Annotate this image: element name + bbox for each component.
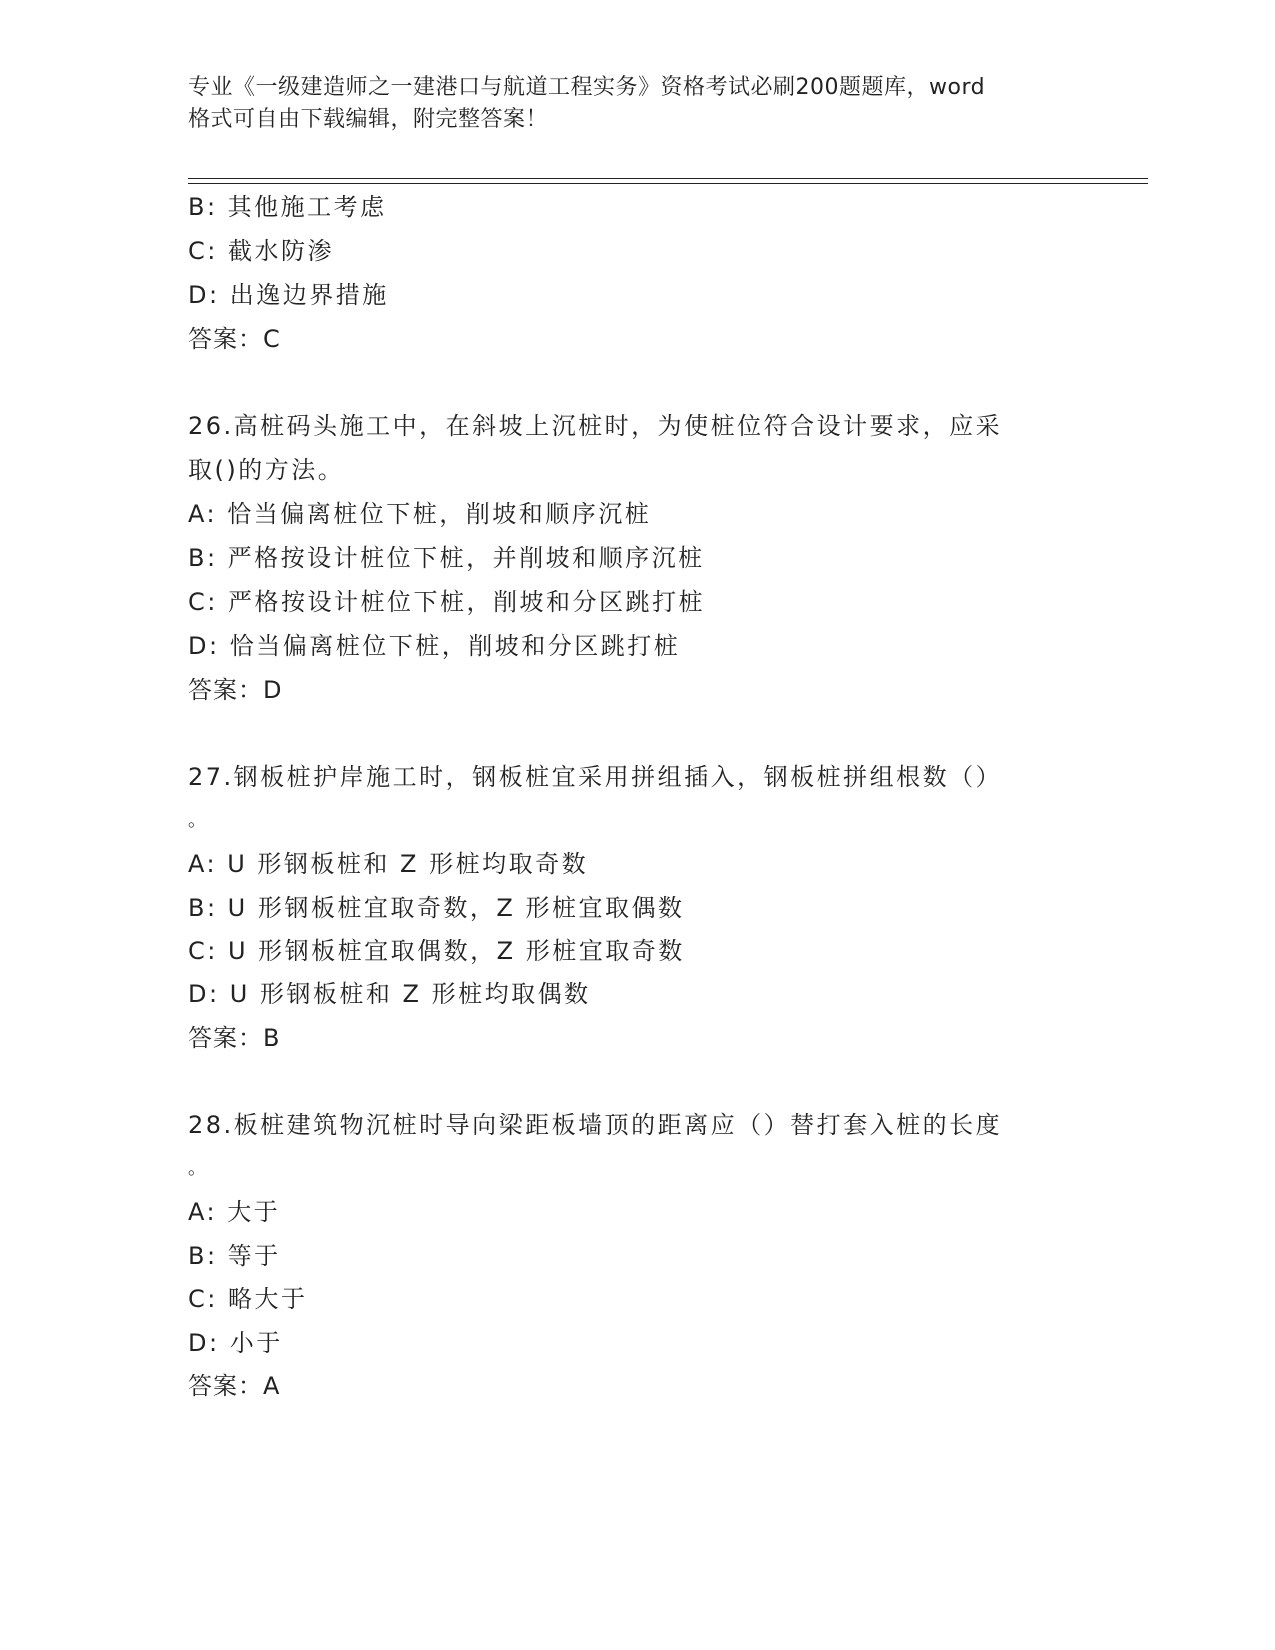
question-stem-continued: 取()的方法。 [188,456,345,484]
header-divider-bottom [188,183,1148,184]
answer: 答案：C [188,325,281,353]
answer: 答案：B [188,1024,281,1052]
option-b: B: 严格按设计桩位下桩，并削坡和顺序沉桩 [188,544,705,572]
option-a: A: U 形钢板桩和 Z 形桩均取奇数 [188,850,589,878]
question-stem: 26.高桩码头施工中，在斜坡上沉桩时，为使桩位符合设计要求，应采 [188,412,1003,440]
option-d: D: 出逸边界措施 [188,281,389,309]
answer: 答案：A [188,1372,281,1400]
document-header [188,72,1068,136]
header-line-1: 专业《一级建造师之一建港口与航道工程实务》资格考试必刷200题题库，word [188,75,986,100]
option-d: D: U 形钢板桩和 Z 形桩均取偶数 [188,980,591,1008]
option-d: D: 恰当偏离桩位下桩，削坡和分区跳打桩 [188,632,681,660]
question-stem: 28.板桩建筑物沉桩时导向梁距板墙顶的距离应（）替打套入桩的长度 [188,1111,1003,1139]
question-stem-continued: 。 [188,810,209,831]
option-b: B: 等于 [188,1242,281,1270]
header-line-2: 格式可自由下载编辑，附完整答案！ [188,107,549,132]
option-c: C: 略大于 [188,1285,308,1313]
option-c: C: U 形钢板桩宜取偶数，Z 形桩宜取奇数 [188,937,685,965]
option-c: C: 严格按设计桩位下桩，削坡和分区跳打桩 [188,588,705,616]
option-b: B: U 形钢板桩宜取奇数，Z 形桩宜取偶数 [188,894,685,922]
option-c: C: 截水防渗 [188,237,334,265]
answer: 答案：D [188,676,283,704]
option-a: A: 恰当偏离桩位下桩，削坡和顺序沉桩 [188,500,652,528]
option-b: B: 其他施工考虑 [188,193,387,221]
question-stem-continued: 。 [188,1158,209,1179]
question-stem: 27.钢板桩护岸施工时，钢板桩宜采用拼组插入，钢板桩拼组根数（） [188,763,1003,791]
option-d: D: 小于 [188,1329,283,1357]
header-divider-top [188,178,1148,179]
option-a: A: 大于 [188,1198,281,1226]
